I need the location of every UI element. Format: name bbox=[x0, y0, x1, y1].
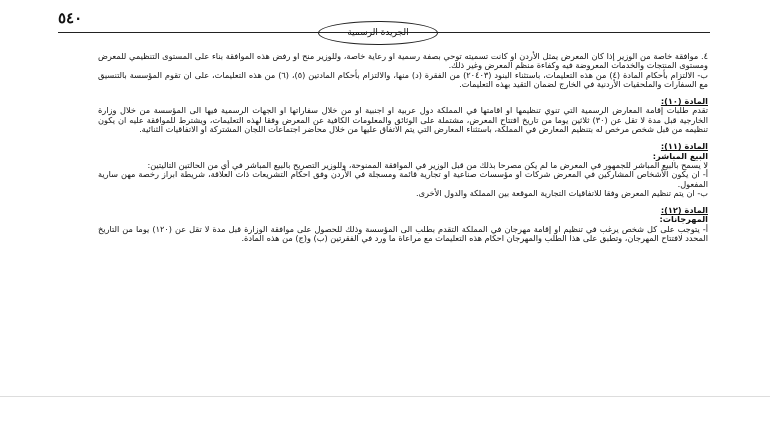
article-10-title: المادة (١٠): bbox=[660, 96, 708, 107]
article-10-text: تقدم طلبات إقامة المعارض الرسمية التي تنوي تنظيمها او اقامتها في المملكة دول عربية او اجنبية او من خلال سفاراتها او الجهات الرسمية فيها الى المؤسسة من خلال وزارة الخارجية قبل مدة لا تقل عن (٣٠) ثلاثين يوما من تاريخ افتتاح المعرض، مشتملة على الوثائق والمعلومات الكافية عن المعرض وفقا لهذه التعليمات، ويشترط للموافقة عليه ان يكون تنظيمه من قبل شخص مرخص له بتنظيم المعارض في المملكة، باستثناء المعارض التي يتم الاتفاق عليها من خلال محاضر اجتماعات اللجان المشتركة او الاتفاقيات الثنائية. bbox=[98, 105, 709, 135]
article-11-title: المادة (١١): bbox=[660, 141, 708, 152]
article-12-title: المادة (١٢): bbox=[660, 205, 708, 216]
article-11-text: لا يسمح بالبيع المباشر للجمهور في المعرض ما لم يكن مصرحا بذلك من قبل الوزير في الموافقة الممنوحة، وللوزير التصريح بالبيع المباشر في أي من الحالتين التاليتين: bbox=[147, 159, 708, 170]
item-4-paragraph: ٤. موافقة خاصة من الوزير إذا كان المعرض يمثل الأردن او كانت تسميته توحي بصفة رسمية او رعاية خاصة، وللوزير منح او رفض هذه الموافقة بناء على المستوى التنظيمي للمعرض ومستوى المنتجات والخدمات المعروضة فيه وكفاءة منظم المعرض وغير ذلك. bbox=[98, 51, 708, 71]
footer-divider bbox=[0, 396, 770, 397]
article-11-item-a: أ- ان يكون الأشخاص المشاركين في المعرض شركات او مؤسسات صناعية او تجارية قائمة ومسجلة في الأردن وفق احكام التشريعات ذات العلاقة، شريطة ابراز رخصة مهن سارية المفعول. bbox=[98, 169, 708, 189]
document-body bbox=[98, 52, 708, 243]
article-12-subhead: المهرجانات: bbox=[659, 214, 708, 225]
page-number: ٥٤٠ bbox=[58, 9, 83, 27]
gazette-title-oval: الجريدة الرسمية bbox=[318, 21, 438, 45]
article-12-item-a: أ- يتوجب على كل شخص يرغب في تنظيم او إقامة مهرجان في المملكة التقدم بطلب الى المؤسسة وذلك للحصول على موافقة الوزارة قبل مدة لا تقل عن (١٢٠) يوما من التاريخ المحدد لافتتاح المهرجان، وتطبق على هذا الطلب والمهرجان احكام هذه التعليمات مع مراعاة ما ورد في الفقرتين (ب) و(ج) من هذه المادة. bbox=[98, 223, 708, 244]
article-11-item-b: ب- ان يتم تنظيم المعرض وفقا للاتفاقيات التجارية الموقعة بين المملكة والدول الأخرى. bbox=[416, 187, 708, 198]
item-b-paragraph: ب- الالتزام بأحكام المادة (٤) من هذه التعليمات، باستثناء البنود (٢٠٤٠٣) من الفقرة (د) منها، والالتزام بأحكام المادتين (٥)، (٦) من هذه التعليمات، على ان تقوم المؤسسة بالتنسيق مع السفارات والملحقيات الأردنية في الخارج لضمان التقيد بهذه التعليمات. bbox=[98, 69, 708, 89]
article-11-subhead: البيع المباشر: bbox=[652, 150, 708, 161]
